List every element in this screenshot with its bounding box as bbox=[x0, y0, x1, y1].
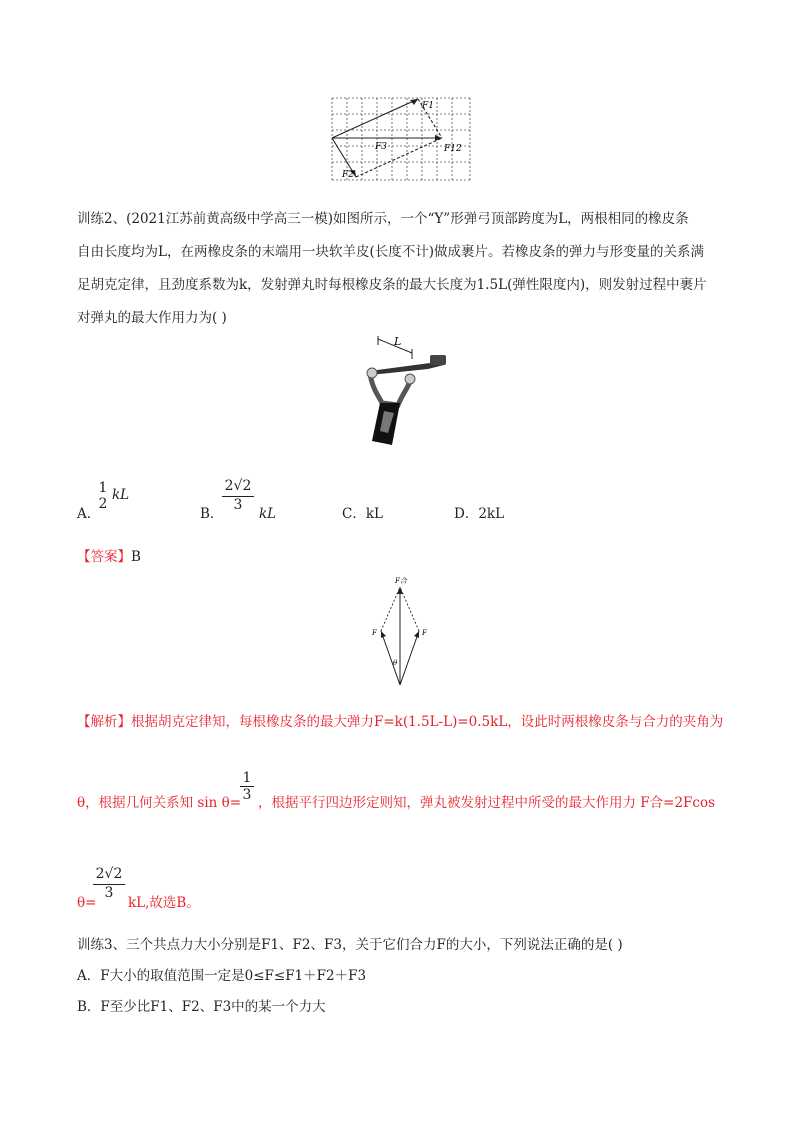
q3-option-a[interactable]: A．F大小的取值范围一定是0≤F≤F1＋F2＋F3 bbox=[77, 968, 367, 984]
analysis-line3-post: kL,故选B。 bbox=[128, 895, 200, 911]
option-a-denominator: 2 bbox=[98, 496, 108, 512]
label-theta: θ bbox=[393, 659, 398, 667]
fraction-2-denominator: 3 bbox=[93, 884, 125, 901]
fraction-1-numerator: 1 bbox=[242, 770, 252, 786]
option-a-numerator: 1 bbox=[98, 480, 108, 496]
label-f-right: F bbox=[422, 629, 427, 637]
analysis-line3-pre: θ= bbox=[77, 895, 97, 911]
option-a-label[interactable]: A． bbox=[77, 506, 101, 522]
fraction-1-denominator: 3 bbox=[240, 786, 254, 803]
label-f1: F1 bbox=[422, 101, 434, 111]
label-f-left: F bbox=[372, 629, 377, 637]
option-b-fraction bbox=[222, 478, 254, 513]
slingshot-image bbox=[350, 333, 450, 453]
q3-line1: 训练3、三个共点力大小分别是F1、F2、F3，关于它们合力F的大小，下列说法正确的是( ) bbox=[77, 937, 623, 953]
answer-value: B bbox=[131, 549, 141, 565]
option-b-denominator: 3 bbox=[222, 496, 254, 513]
analysis-line1: 【解析】根据胡克定律知，每根橡皮条的最大弹力F=k(1.5L-L)=0.5kL，设此时两根橡皮条与合力的夹角为 bbox=[77, 714, 724, 730]
option-a-tail: kL bbox=[112, 487, 130, 503]
parallelogram-figure bbox=[368, 575, 432, 690]
fraction-2-numerator: 2√2 bbox=[95, 866, 123, 882]
label-f2: F2 bbox=[342, 170, 354, 180]
force-grid-figure bbox=[330, 97, 472, 182]
analysis-fraction-1 bbox=[240, 770, 254, 803]
force-grid-svg bbox=[330, 97, 472, 182]
analysis-line2-pre: θ，根据几何关系知 sin θ= bbox=[77, 795, 242, 811]
option-b-tail: kL bbox=[259, 506, 277, 522]
analysis-fraction-2 bbox=[93, 866, 125, 901]
label-f-combined: F合 bbox=[395, 577, 407, 585]
label-f12: F12 bbox=[444, 144, 462, 154]
label-f3: F3 bbox=[375, 142, 387, 152]
option-b-numerator: 2√2 bbox=[224, 478, 252, 494]
slingshot-l-label: L bbox=[394, 335, 402, 348]
q2-line4: 对弹丸的最大作用力为( ) bbox=[77, 310, 227, 326]
option-a-fraction bbox=[96, 480, 110, 512]
slingshot-svg bbox=[350, 333, 450, 453]
q2-line3: 足胡克定律，且劲度系数为k，发射弹丸时每根橡皮条的最大长度为1.5L(弹性限度内)，则发射过程中裹片 bbox=[77, 277, 707, 293]
answer-tag: 【答案】 bbox=[77, 549, 131, 565]
answer-line bbox=[77, 551, 141, 565]
option-b-label[interactable]: B． bbox=[200, 506, 224, 522]
q3-option-b[interactable]: B．F至少比F1、F2、F3中的某一个力大 bbox=[77, 999, 326, 1015]
q2-line2: 自由长度均为L，在两橡皮条的末端用一块软羊皮(长度不计)做成裹片。若橡皮条的弹力与形变量的关系满 bbox=[77, 244, 704, 260]
option-d[interactable]: D．2kL bbox=[454, 506, 505, 522]
analysis-line2-post: ，根据平行四边形定则知，弹丸被发射过程中所受的最大作用力 F合=2Fcos bbox=[258, 795, 716, 811]
q2-line1: 训练2、(2021江苏前黄高级中学高三一模)如图所示，一个“Y”形弹弓顶部跨度为L，两根相同的橡皮条 bbox=[77, 211, 689, 227]
parallelogram-svg bbox=[368, 575, 432, 690]
option-c[interactable]: C．kL bbox=[342, 506, 383, 522]
